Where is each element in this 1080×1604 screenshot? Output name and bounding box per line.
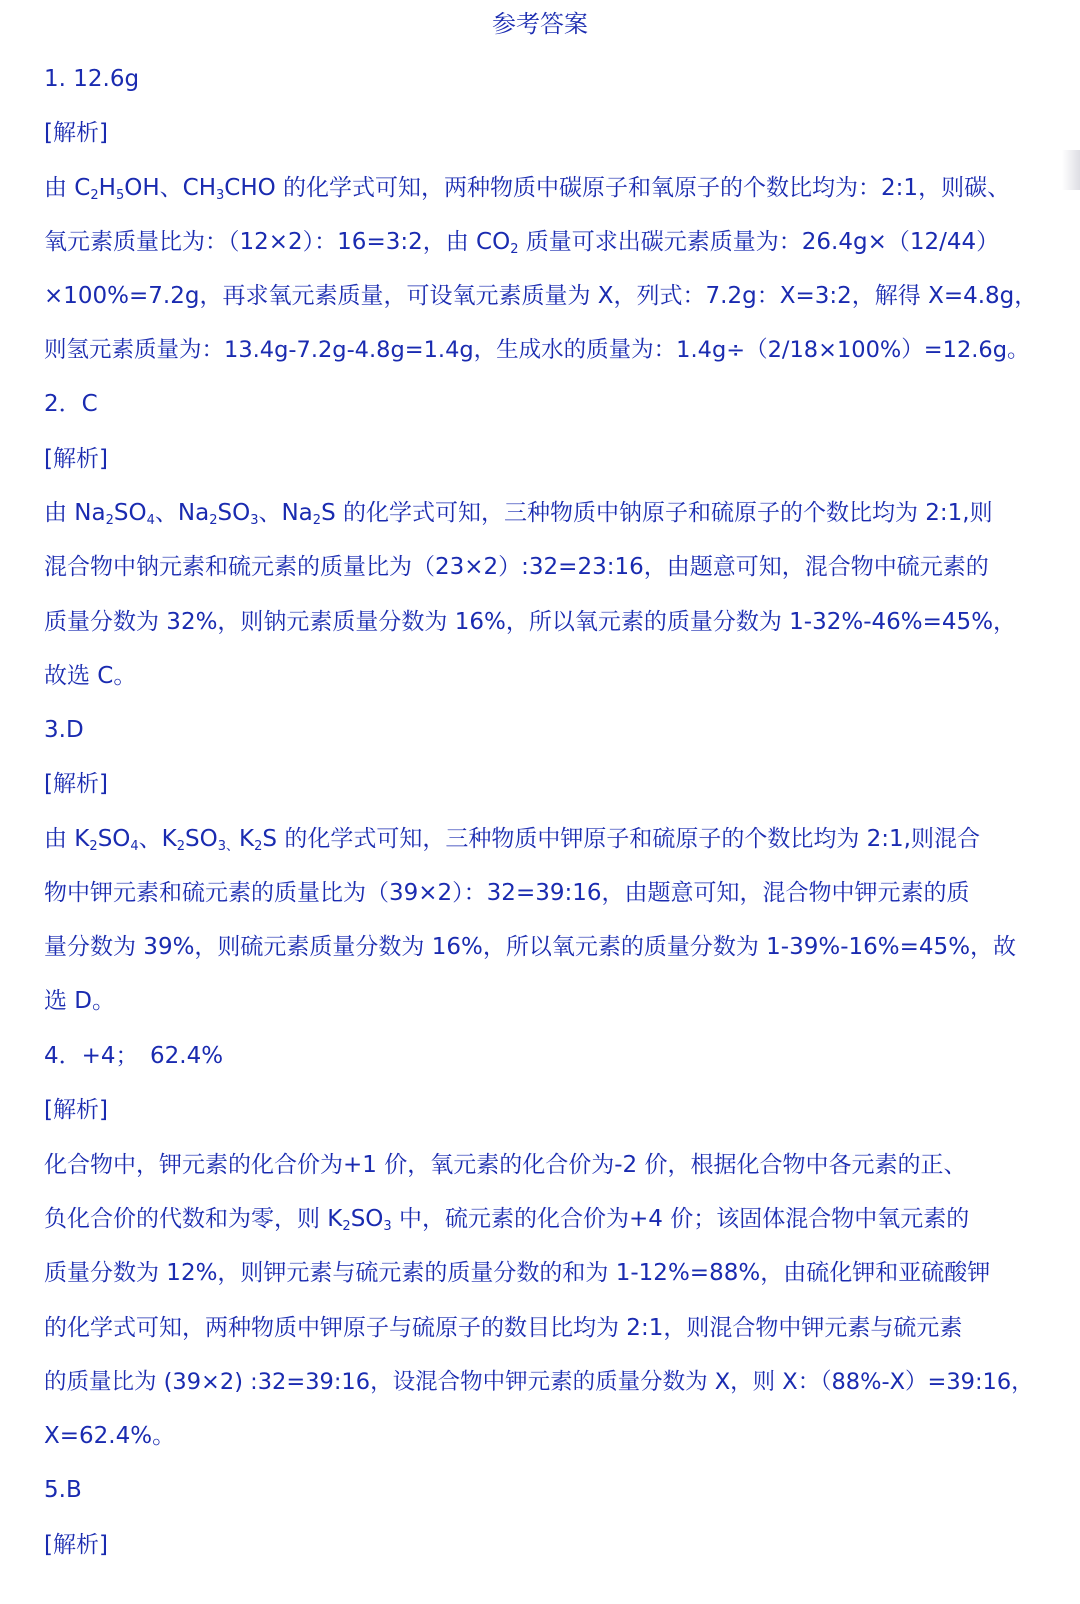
q4-analysis-line-4: 的化学式可知，两种物质中钾原子与硫原子的数目比均为 2:1，则混合物中钾元素与硫元素 xyxy=(44,1315,963,1341)
q3-analysis-line-3: 量分数为 39%，则硫元素质量分数为 16%，所以氧元素的质量分数为 1-39%-16%=45%，故 xyxy=(44,934,1017,960)
page-title: 参考答案 xyxy=(492,10,588,38)
q3-answer: 3.D xyxy=(44,717,84,743)
q4-analysis-line-1: 化合物中，钾元素的化合价为+1 价，氧元素的化合价为-2 价，根据化合物中各元素的正、 xyxy=(44,1152,967,1178)
q2-analysis-line-2: 混合物中钠元素和硫元素的质量比为（23×2）:32=23:16，由题意可知，混合物中硫元素的 xyxy=(44,554,989,580)
q4-analysis-label: [解析] xyxy=(44,1097,108,1123)
q1-analysis-line-1: 由 $C_2H_5OH$、$CH_3CHO$ 的化学式可知，两种物质中碳原子和氧原子的个数比均为：2:1，则碳、 xyxy=(44,175,1011,203)
q4-analysis-line-6: X=62.4%。 xyxy=(44,1423,176,1449)
q3-analysis-line-2: 物中钾元素和硫元素的质量比为（39×2）：32=39:16，由题意可知，混合物中钾元素的质 xyxy=(44,880,970,906)
q1-analysis-line-3: ×100%=7.2g，再求氧元素质量，可设氧元素质量为 X，列式：7.2g：X=3:2，解得 X=4.8g， xyxy=(44,283,1038,309)
q4-analysis-line-2: 负化合价的代数和为零，则 $K_2SO_3$ 中，硫元素的化合价为+4 价；该固体混合物中氧元素的 xyxy=(44,1206,970,1234)
q2-analysis-line-1: 由 $Na_2SO_4$、$Na_2SO_3$、$Na_2S$ 的化学式可知，三种物质中钠原子和硫原子的个数比均为 2:1,则 xyxy=(44,500,993,528)
q4-answer: 4．+4； 62.4% xyxy=(44,1043,224,1069)
q3-analysis-line-4: 选 D。 xyxy=(44,988,116,1014)
q2-analysis-label: [解析] xyxy=(44,446,108,472)
q2-analysis-line-4: 故选 C。 xyxy=(44,663,137,689)
q5-answer: 5.B xyxy=(44,1477,82,1503)
q3-analysis-line-1: 由 $K_2SO_4$、$K_2SO_{3、}K_2S$ 的化学式可知，三种物质中钾原子和硫原子的个数比均为 2:1,则混合 xyxy=(44,826,980,854)
q5-analysis-label: [解析] xyxy=(44,1532,108,1558)
page-edge-shadow xyxy=(1062,150,1080,190)
q1-answer: 1. 12.6g xyxy=(44,66,140,92)
q2-analysis-line-3: 质量分数为 32%，则钠元素质量分数为 16%，所以氧元素的质量分数为 1-32%-46%=45%， xyxy=(44,609,1017,635)
q2-answer: 2．C xyxy=(44,391,98,417)
q3-analysis-label: [解析] xyxy=(44,771,108,797)
q1-analysis-line-2: 氧元素质量比为：（12×2）：16=3:2，由 $CO_2$ 质量可求出碳元素质量为：26.4g×（12/44） xyxy=(44,229,1000,257)
q1-analysis-line-4: 则氢元素质量为：13.4g-7.2g-4.8g=1.4g，生成水的质量为：1.4g÷（2/18×100%）=12.6g。 xyxy=(44,337,1030,363)
q1-analysis-label: [解析] xyxy=(44,120,108,146)
q4-analysis-line-5: 的质量比为 (39×2) :32=39:16，设混合物中钾元素的质量分数为 X，则 X：（88%-X）=39:16， xyxy=(44,1369,1034,1395)
q4-analysis-line-3: 质量分数为 12%，则钾元素与硫元素的质量分数的和为 1-12%=88%，由硫化钾和亚硫酸钾 xyxy=(44,1260,991,1286)
